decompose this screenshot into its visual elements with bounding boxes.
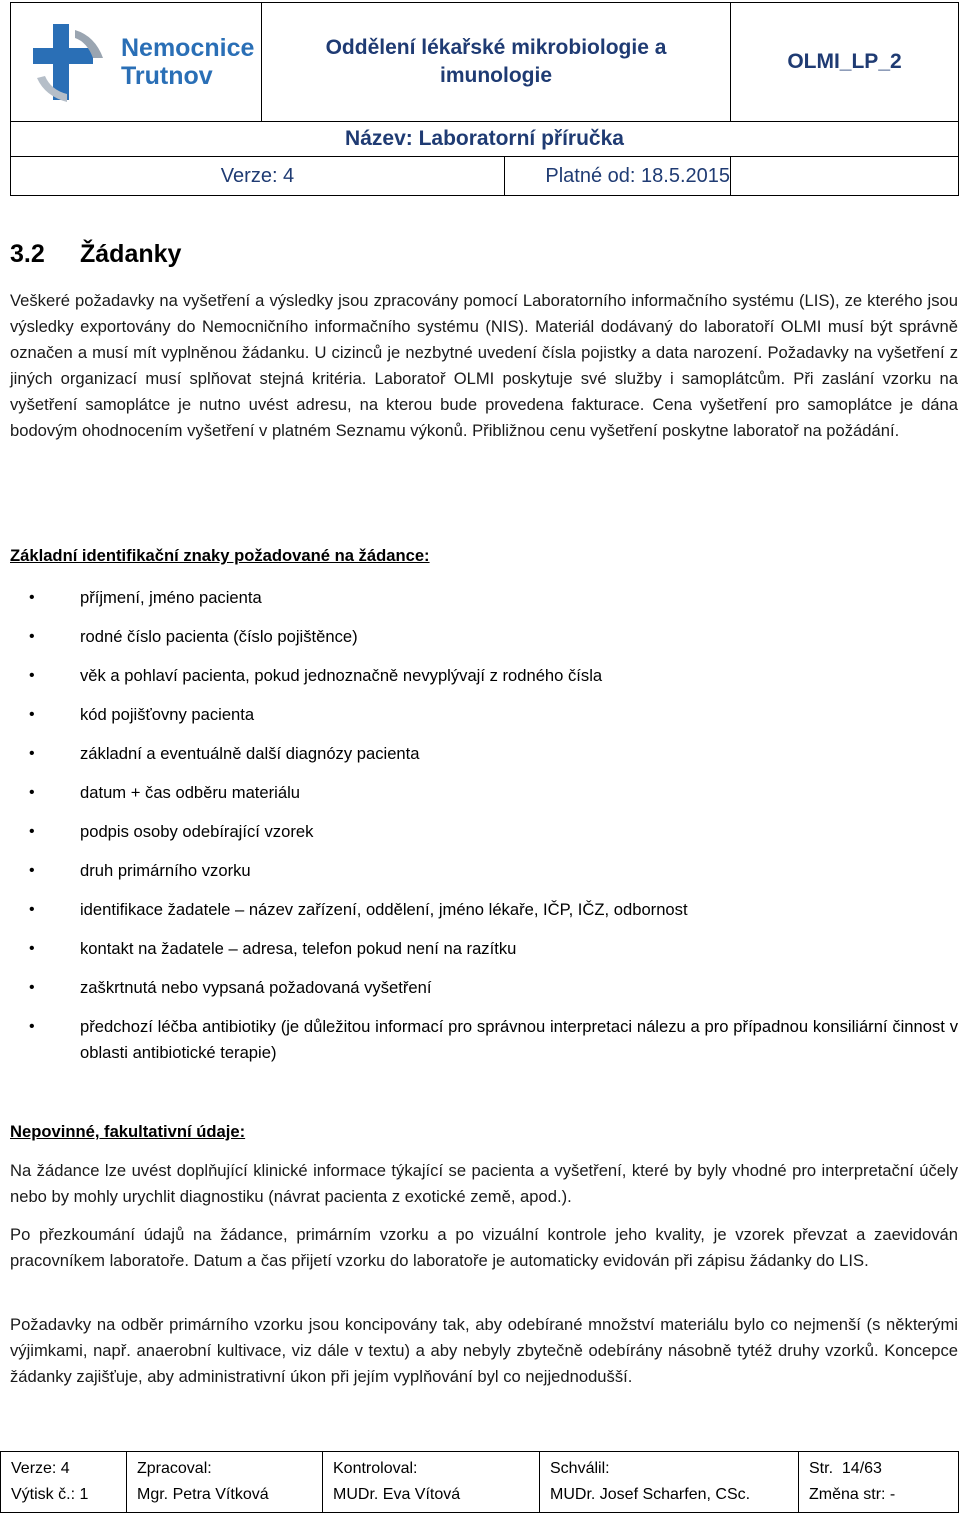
department-text: Oddělení lékařské mikrobiologie a imunologie	[325, 36, 667, 87]
optional-heading: Nepovinné, fakultativní údaje:	[10, 1122, 246, 1141]
header-valid-from: Platné od: 18.5.2015	[545, 164, 730, 187]
optional-paragraph-2: Po přezkoumání údajů na žádance, primárním vzorku a po vizuální kontrole jeho kvality, je vzorek převzat a zaevidován pracovníkem laboratoře. Datum a čas přijetí vzorku do laboratoře je automaticky evidován při zápisu žádanky do LIS.	[10, 1225, 958, 1270]
document-title: Název: Laboratorní příručka	[11, 122, 959, 157]
required-items-list	[10, 585, 958, 1079]
prepared-by: Mgr. Petra Vítková	[137, 1486, 269, 1503]
section-number: 3.2	[10, 240, 45, 268]
section-title: Žádanky	[80, 240, 182, 268]
change-page: Změna str: -	[809, 1486, 896, 1503]
list-item: • rodné číslo pacienta (číslo pojištěnce)	[10, 624, 958, 650]
optional-paragraph-1: Na žádance lze uvést doplňující klinické informace týkající se pacienta a vyšetření, které by byly vhodné pro interpretační účely nebo by mohly urychlit diagnostiku (návrat pacienta z exotické země, apod.).	[10, 1161, 958, 1206]
list-item: • podpis osoby odebírající vzorek	[10, 819, 958, 845]
list-item: • zaškrtnutá nebo vypsaná požadovaná vyšetření	[10, 975, 958, 1001]
list-item: • příjmení, jméno pacienta	[10, 585, 958, 611]
list-item: • identifikace žadatele – název zařízení, oddělení, jméno lékaře, IČP, IČZ, odbornost	[10, 897, 958, 923]
list-item: • věk a pohlaví pacienta, pokud jednoznačně nevyplývají z rodného čísla	[10, 663, 958, 689]
list-item: • datum + čas odběru materiálu	[10, 780, 958, 806]
cross-logo-icon	[23, 18, 111, 106]
list-item: • základní a eventuálně další diagnózy pacienta	[10, 741, 958, 767]
intro-paragraph: Veškeré požadavky na vyšetření a výsledky jsou zpracovány pomocí Laboratorního informačního systému (LIS), ze kterého jsou výsledky exportovány do Nemocničního informačního systému (NIS). Materiál dodávaný do laboratoří OLMI musí být správně označen a musí mít vyplněnou žádanku. U cizinců je nezbytné uvedení čísla pojistky a data narození. Požadavky na vyšetření z jiných organizací musí splňovat stejná kritéria. Laboratoř OLMI poskytuje své služby i samoplátcům. Při zaslání vzorku na vyšetření samoplátce je nutno uvést adresu, na kterou bude provedena fakturace. Cena vyšetření pro samoplátce je dána bodovým ohodnocením vyšetření v platném Seznamu výkonů. Přibližnou cenu vyšetření poskytne laboratoř na požádání.	[10, 291, 958, 440]
hospital-logo	[11, 18, 261, 106]
document-code: OLMI_LP_2	[731, 3, 959, 122]
footer-copy-number: Výtisk č.: 1	[11, 1486, 89, 1503]
list-item: • druh primárního vzorku	[10, 858, 958, 884]
document-header	[10, 2, 959, 196]
list-item: • kód pojišťovny pacienta	[10, 702, 958, 728]
org-name-line1: Nemocnice	[121, 34, 255, 62]
section-heading	[10, 240, 181, 269]
logo-cell	[11, 3, 262, 122]
checked-by: MUDr. Eva Vítová	[333, 1486, 461, 1503]
optional-paragraph-3: Požadavky na odběr primárního vzorku jsou koncipovány tak, aby odebírané množství materiálu bylo co nejmenší (s některými výjimkami, např. anaerobní kultivace, viz dále v textu) a aby nebyly zbytečně odebírány násobně tytéž druhy vzorků. Koncepce žádanky zajišťuje, aby administrativní úkon při jejím vyplňování byl co nejjednodušší.	[10, 1315, 958, 1386]
page-number: Str. 14/63	[809, 1460, 882, 1477]
document-footer	[0, 1451, 959, 1513]
header-version: Verze: 4	[11, 157, 505, 195]
list-item: • kontakt na žadatele – adresa, telefon pokud není na razítku	[10, 936, 958, 962]
footer-version: Verze: 4	[11, 1460, 70, 1477]
department-name	[262, 3, 731, 122]
org-name-line2: Trutnov	[121, 62, 213, 90]
approved-by: MUDr. Josef Scharfen, CSc.	[550, 1486, 751, 1503]
prepared-label: Zpracoval:	[137, 1460, 212, 1477]
approved-label: Schválil:	[550, 1460, 610, 1477]
list-item: • předchozí léčba antibiotiky (je důležitou informací pro správnou interpretaci nálezu a pro případnou konsiliární činnost v oblasti antibiotické terapie)	[10, 1014, 958, 1066]
required-heading: Základní identifikační znaky požadované na žádance:	[10, 546, 430, 565]
checked-label: Kontroloval:	[333, 1460, 418, 1477]
